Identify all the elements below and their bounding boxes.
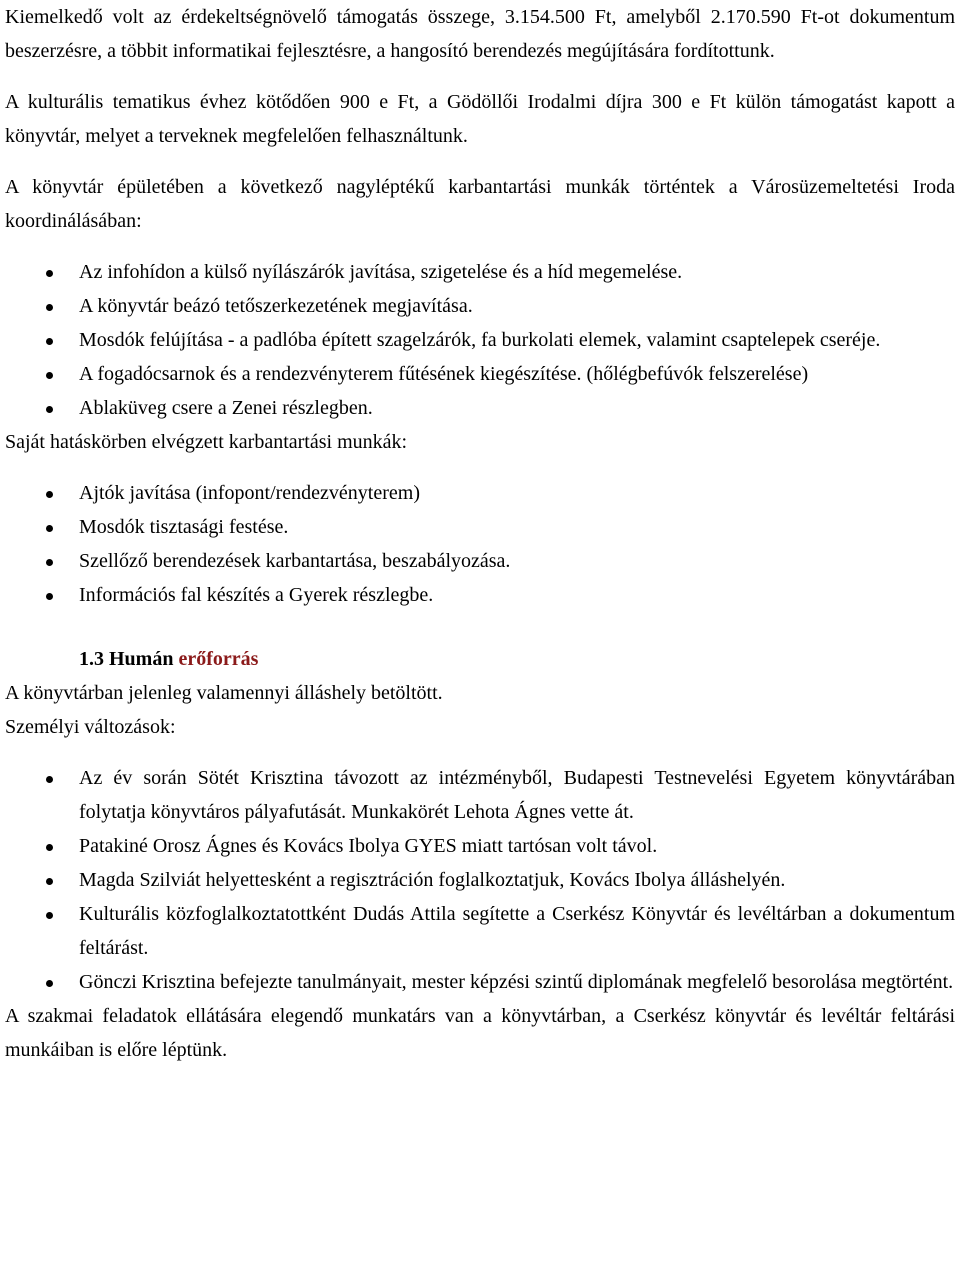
list-item (5, 965, 955, 999)
list-item (5, 761, 955, 829)
list-item-text: Mosdók felújítása - a padlóba épített szagelzárók, fa burkolati elemek, valamint csaptelepek cseréje. (79, 329, 881, 351)
list-item (5, 323, 955, 357)
staff-changes-list (5, 761, 955, 999)
section-number: 1.3 (79, 648, 109, 670)
list-item (5, 476, 955, 510)
paragraph-conclusion: A szakmai feladatok ellátására elegendő munkatárs van a könyvtárban, a Cserkész könyvtár és levéltár feltárási munkáiban is előre léptünk. (5, 1005, 955, 1061)
bullet-icon (46, 372, 53, 379)
bullet-icon (46, 844, 53, 851)
list-item (5, 863, 955, 897)
section-title-accent: erőforrás (178, 648, 259, 670)
list-item-text: Szellőző berendezések karbantartása, beszabályozása. (79, 550, 511, 572)
list-item-text: A fogadócsarnok és a rendezvényterem fűtésének kiegészítése. (hőlégbefúvók felszerelése) (79, 363, 809, 385)
bullet-icon (46, 980, 53, 987)
bullet-icon (46, 559, 53, 566)
list-item (5, 897, 955, 965)
list-item-text: Patakiné Orosz Ágnes és Kovács Ibolya GYES miatt tartósan volt távol. (79, 835, 658, 857)
list-item-text: Magda Szilviát helyettesként a regisztráción foglalkoztatjuk, Kovács Ibolya álláshelyén. (79, 869, 786, 891)
list-item-text: Ajtók javítása (infopont/rendezvényterem) (79, 482, 420, 504)
list-item (5, 357, 955, 391)
list-item-text: Mosdók tisztasági festése. (79, 516, 289, 538)
list-item (5, 255, 955, 289)
paragraph-support-amount: Kiemelkedő volt az érdekeltségnövelő támogatás összege, 3.154.500 Ft, amelyből 2.170.590 Ft-ot dokumentum beszerzésre, a többit informatikai fejlesztésre, a hangosító berendezés megújítására fordítottunk. (5, 6, 955, 62)
list-item (5, 289, 955, 323)
bullet-icon (46, 593, 53, 600)
paragraph-positions-filled: A könyvtárban jelenleg valamennyi álláshely betöltött. (5, 682, 443, 704)
paragraph-maintenance-intro: A könyvtár épületében a következő nagyléptékű karbantartási munkák történtek a Városüzemeltetési Iroda koordinálásában: (5, 176, 955, 232)
document-page (5, 0, 955, 1067)
bullet-icon (46, 878, 53, 885)
list-item-text: Az infohídon a külső nyílászárók javítása, szigetelése és a híd megemelése. (79, 261, 683, 283)
bullet-icon (46, 491, 53, 498)
bullet-icon (46, 525, 53, 532)
maintenance-own-list (5, 476, 955, 612)
list-item-text: Ablaküveg csere a Zenei részlegben. (79, 397, 373, 419)
list-item-text: Az év során Sötét Krisztina távozott az intézményből, Budapesti Testnevelési Egyetem könyvtárában folytatja könyvtáros pályafutását. Munkakörét Lehota Ágnes vette át. (79, 767, 955, 823)
bullet-icon (46, 304, 53, 311)
list-item (5, 544, 955, 578)
list-item (5, 510, 955, 544)
bullet-icon (46, 912, 53, 919)
paragraph-staff-changes-intro: Személyi változások: (5, 716, 176, 738)
list-item (5, 391, 955, 425)
list-item-text: Gönczi Krisztina befejezte tanulmányait, mester képzési szintű diplomának megfelelő besorolása megtörtént. (79, 971, 954, 993)
paragraph-cultural-year: A kulturális tematikus évhez kötődően 900 e Ft, a Gödöllői Irodalmi díjra 300 e Ft külön támogatást kapott a könyvtár, melyet a terveknek megfelelően felhasználtunk. (5, 91, 955, 147)
bullet-icon (46, 776, 53, 783)
paragraph-own-maintenance-intro: Saját hatáskörben elvégzett karbantartási munkák: (5, 431, 408, 453)
section-heading-human-resources (5, 642, 955, 676)
list-item-text: Információs fal készítés a Gyerek részlegbe. (79, 584, 434, 606)
bullet-icon (46, 338, 53, 345)
list-item (5, 578, 955, 612)
maintenance-major-list (5, 255, 955, 425)
bullet-icon (46, 406, 53, 413)
bullet-icon (46, 270, 53, 277)
list-item-text: Kulturális közfoglalkoztatottként Dudás Attila segítette a Cserkész Könyvtár és levéltárban a dokumentum feltárást. (79, 903, 955, 959)
list-item (5, 829, 955, 863)
section-title-prefix: Humán (109, 648, 179, 670)
list-item-text: A könyvtár beázó tetőszerkezetének megjavítása. (79, 295, 473, 317)
